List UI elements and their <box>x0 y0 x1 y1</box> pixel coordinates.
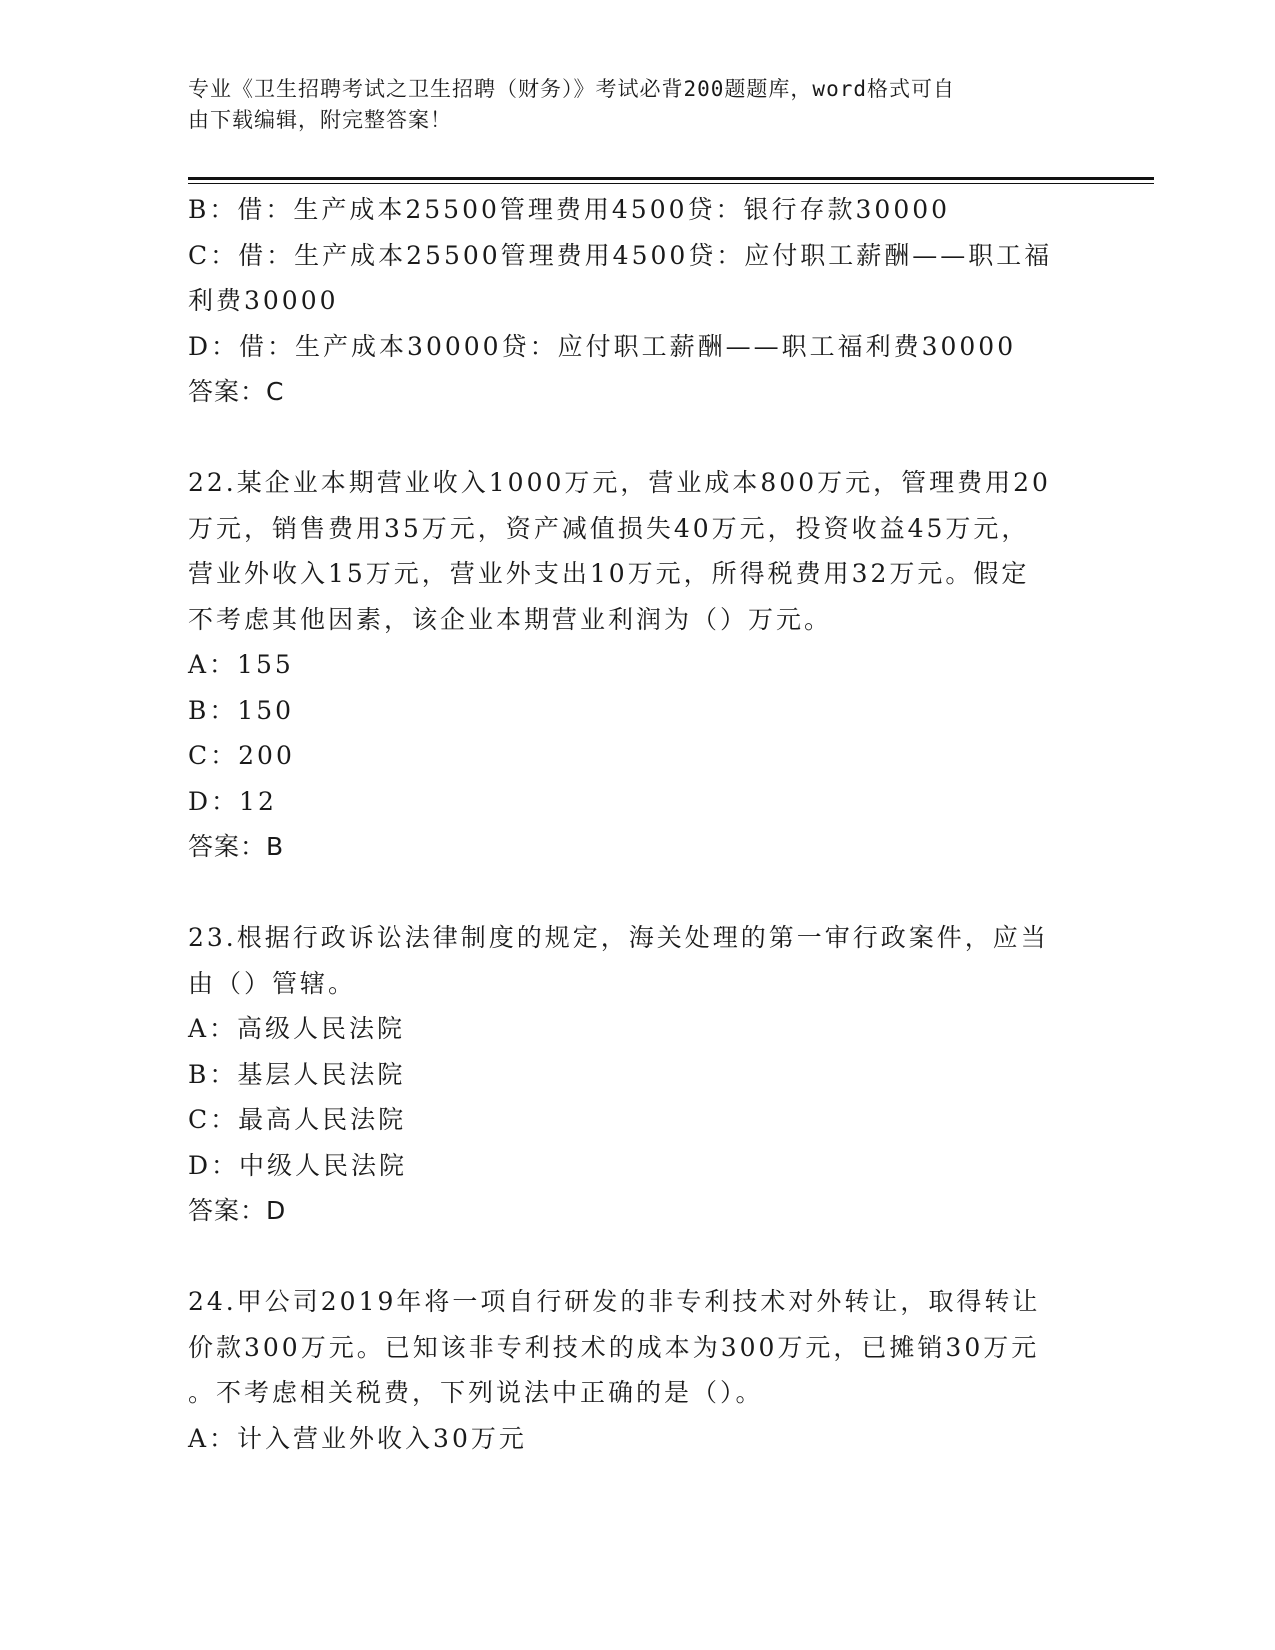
header-line-2: 由下载编辑，附完整答案！ <box>188 108 452 132</box>
q23-option-c: C：最高人民法院 <box>188 1105 407 1134</box>
q23-option-d: D：中级人民法院 <box>188 1150 408 1180</box>
q24-stem-line: 价款300万元。已知该非专利技术的成本为300万元，已摊销30万元 <box>188 1332 1040 1362</box>
q23-option-b: B：基层人民法院 <box>188 1059 406 1089</box>
question-24 <box>188 1279 1068 1461</box>
q22-option-d: D：12 <box>188 786 277 816</box>
q24-option-a: A：计入营业外收入30万元 <box>188 1423 527 1453</box>
q23-option-a: A：高级人民法院 <box>188 1014 406 1043</box>
q22-stem-line: 不考虑其他因素，该企业本期营业利润为（）万元。 <box>188 604 833 634</box>
question-23 <box>188 915 1068 1234</box>
question-content <box>188 187 1068 1461</box>
q21-answer: 答案：C <box>188 377 285 406</box>
q22-option-c: C：200 <box>188 741 295 770</box>
q22-option-b: B：150 <box>188 695 295 725</box>
q23-stem-line: 23.根据行政诉讼法律制度的规定，海关处理的第一审行政案件，应当 <box>188 923 1049 952</box>
q23-stem-line: 由（）管辖。 <box>188 968 357 998</box>
q22-option-a: A：155 <box>188 650 294 679</box>
q22-stem-line: 22.某企业本期营业收入1000万元，营业成本800万元，管理费用20 <box>188 468 1051 497</box>
q24-stem-line: 24.甲公司2019年将一项自行研发的非专利技术对外转让，取得转让 <box>188 1287 1041 1316</box>
question-21-tail <box>188 187 1068 415</box>
q22-answer: 答案：B <box>188 832 285 861</box>
q21-option-b: B：借：生产成本25500管理费用4500贷：银行存款30000 <box>188 195 951 224</box>
q24-stem-line: 。不考虑相关税费，下列说法中正确的是（）。 <box>188 1378 764 1407</box>
q22-stem-line: 万元，销售费用35万元，资产减值损失40万元，投资收益45万元， <box>188 513 1030 543</box>
q21-option-c-line-2: 利费30000 <box>188 286 339 315</box>
q22-stem-line: 营业外收入15万元，营业外支出10万元，所得税费用32万元。假定 <box>188 559 1030 588</box>
question-22 <box>188 460 1068 870</box>
spacer <box>188 415 1068 461</box>
q23-answer: 答案：D <box>188 1196 287 1225</box>
header-line-1: 专业《卫生招聘考试之卫生招聘（财务）》考试必背200题题库，word格式可自 <box>188 77 955 101</box>
q21-option-c-line-1: C：借：生产成本25500管理费用4500贷：应付职工薪酬——职工福 <box>188 240 1053 270</box>
q21-option-d: D：借：生产成本30000贷：应付职工薪酬——职工福利费30000 <box>188 331 1017 361</box>
spacer <box>188 1234 1068 1280</box>
document-header <box>188 74 1068 136</box>
header-divider-thick <box>188 177 1154 180</box>
header-divider-thin <box>188 183 1154 184</box>
spacer <box>188 870 1068 916</box>
